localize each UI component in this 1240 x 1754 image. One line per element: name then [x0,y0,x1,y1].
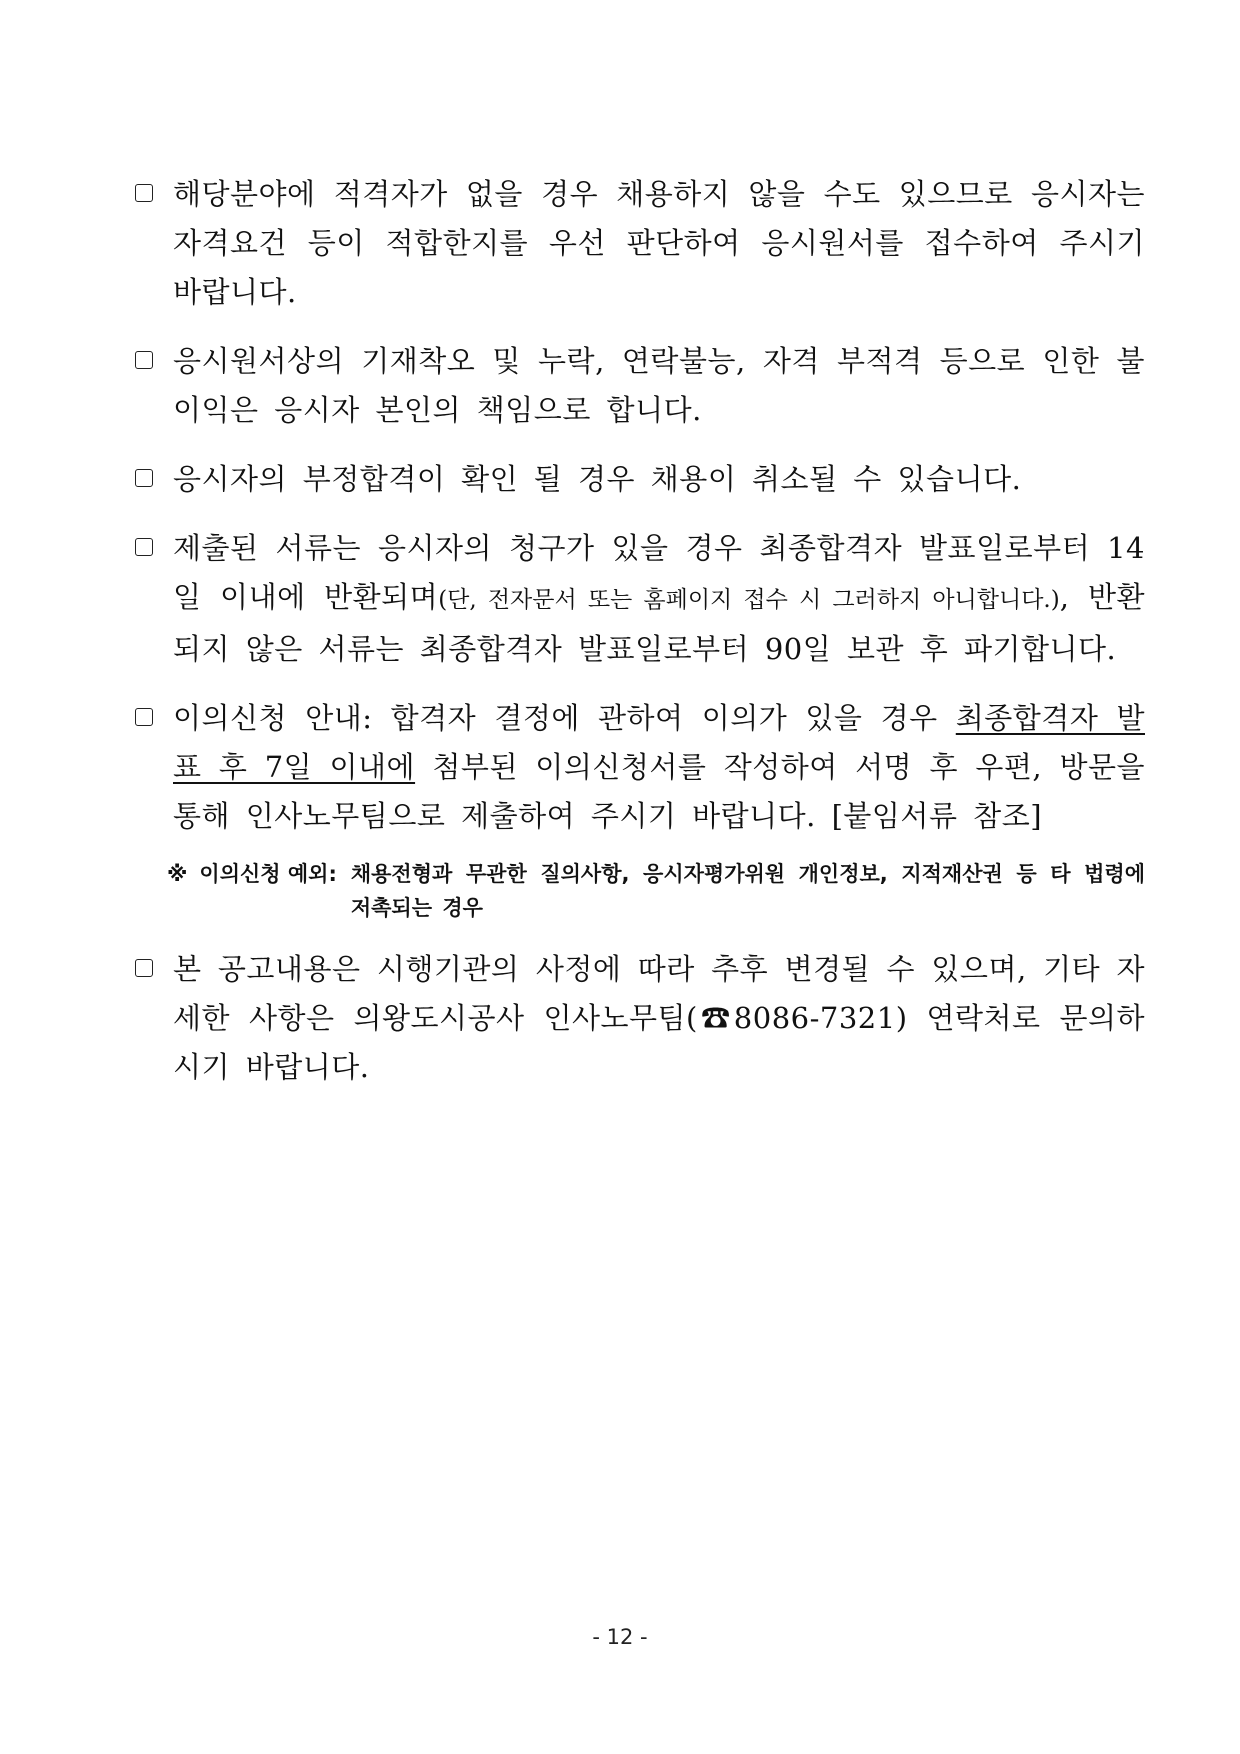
reference-mark-icon: ※ [167,862,188,886]
notice-item-4 [135,524,1145,674]
checkbox-bullet-icon [135,538,153,556]
notice-item-3 [135,455,1145,504]
notice-text [173,694,1145,841]
notice-text: 해당분야에 적격자가 없을 경우 채용하지 않을 수도 있으므로 응시자는 자격요건 등이 적합한지를 우선 판단하여 응시원서를 접수하여 주시기 바랍니다. [173,177,1145,309]
checkbox-bullet-icon [135,959,153,977]
notice-text: 본 공고내용은 시행기관의 사정에 따라 추후 변경될 수 있으며, 기타 자세한 사항은 의왕도시공사 인사노무팀(☎8086-7321) 연락처로 문의하시기 바랍니다. [173,952,1145,1084]
note-body: 채용전형과 무관한 질의사항, 응시자평가위원 개인정보, 지적재산권 등 타 법령에 저촉되는 경우 [350,862,1145,920]
notice-text-part: 제출된 서류는 응시자의 청구가 있을 경우 최종합격자 발표일로부터 14일 이내에 반환되며 [173,531,1145,614]
notice-text-underlined: 최종합격자 발표 후 7일 이내에 [173,701,1145,784]
notice-text: 응시원서상의 기재착오 및 누락, 연락불능, 자격 부적격 등으로 인한 불이익은 응시자 본인의 책임으로 합니다. [173,344,1145,427]
notice-item-5 [135,694,1145,841]
notice-text-parenthetical: (단, 전자문서 또는 홈페이지 접수 시 그러하지 아니합니다.) [438,587,1060,613]
notice-item-1 [135,170,1145,317]
note-label: 이의신청 예외: [199,862,337,886]
notice-text-part: 이의신청 안내: 합격자 결정에 관하여 이의가 있을 경우 [173,701,956,735]
checkbox-bullet-icon [135,184,153,202]
checkbox-bullet-icon [135,351,153,369]
notice-text-part: 첨부된 이의신청서를 작성하여 서명 후 우편, 방문을 통해 인사노무팀으로 제출하여 주시기 바랍니다. [붙임서류 참조] [173,750,1145,833]
notice-item-2 [135,337,1145,435]
objection-exception-note [167,857,1145,925]
notice-text: 응시자의 부정합격이 확인 될 경우 채용이 취소될 수 있습니다. [173,462,1022,496]
checkbox-bullet-icon [135,708,153,726]
notice-text [173,524,1145,674]
notice-text-part: , 반환되지 않은 서류는 최종합격자 발표일로부터 90일 보관 후 파기합니다. [173,580,1146,666]
checkbox-bullet-icon [135,469,153,487]
document-body [135,170,1145,1112]
notice-item-6 [135,945,1145,1092]
page-number: - 12 - [592,1625,648,1649]
